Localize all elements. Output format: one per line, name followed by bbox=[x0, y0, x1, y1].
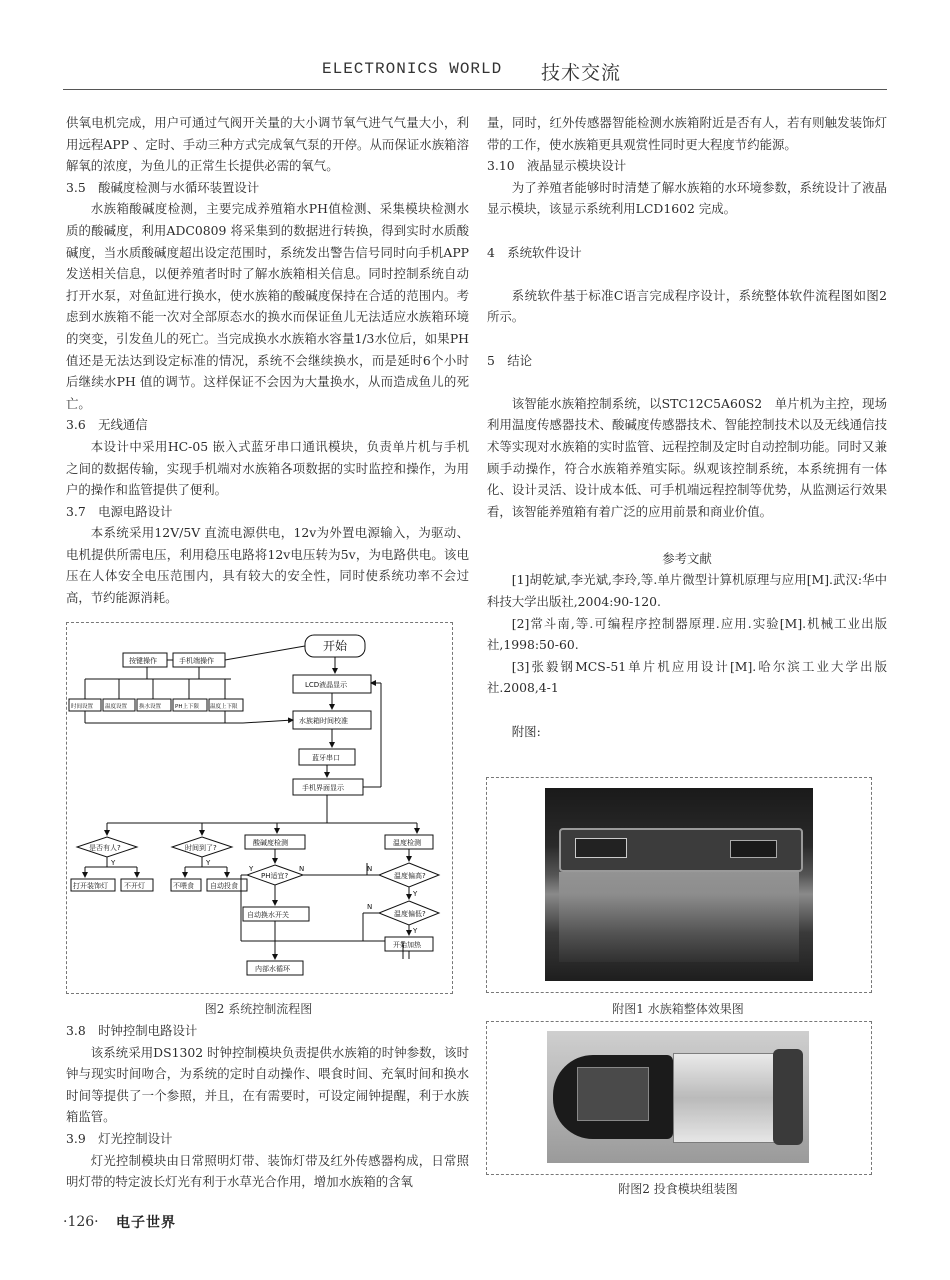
flow-label-y5: Y bbox=[413, 927, 418, 935]
heading-3-8: 3.8 时钟控制电路设计 bbox=[66, 1023, 198, 1038]
paragraph-intro: 供氧电机完成，用户可通过气阀开关量的大小调节氧气进气气量大小，利用远程APP 、定时、手动三种方式完成氧气泵的开停。从而保证水族箱溶解氧的浓度，为鱼儿的正常生长提供必需的氧气。 bbox=[66, 115, 469, 174]
flow-decision-temp-high: 温度偏高? bbox=[394, 872, 426, 880]
appendix-figure-1 bbox=[486, 777, 872, 993]
aquarium-photo bbox=[545, 788, 813, 981]
flow-sub2: 温度设置 bbox=[105, 704, 128, 710]
flow-auto-feed: 自动投食 bbox=[210, 882, 238, 890]
flow-sub4: PH上下限 bbox=[175, 704, 199, 710]
flowchart-svg bbox=[67, 623, 452, 993]
heading-3-7: 3.7 电源电路设计 bbox=[66, 503, 173, 519]
footer-brand: 电子世界 bbox=[116, 1215, 176, 1231]
paragraph-4: 系统软件基于标准C语言完成程序设计，系统整体软件流程图如图2所示。 bbox=[487, 287, 887, 325]
paragraph-3-8: 该系统采用DS1302 时钟控制模块负责提供水族箱的时钟参数，该时钟与现实时间吻合，为系统的定时自动操作、喂食时间、充氧时间和换水时间等提供了一个参照，并且，在有需要时，可设定闹钟提醒，利于水族箱监管。 bbox=[66, 1044, 469, 1125]
flow-temp-detect: 温度检测 bbox=[393, 839, 421, 847]
flow-ph-detect: 酸碱度检测 bbox=[253, 839, 288, 847]
paragraph-3-5: 水族箱酸碱度检测，主要完成养殖箱水PH值检测、采集模块检测水质的酸碱度，利用ADC0809 将采集到的数据进行转换，得到实时水质酸碱度，当水质酸碱度超出设定范围时，系统发出警告信号同时向手机APP 发送相关信息，以便养殖者时时了解水族箱相关信息。同时控制系统自动打开水泵，对鱼缸进行换水，使水族箱的酸碱度保持在合适的范围内。考虑到水族箱不能一次对全部原态水的换水而保证鱼儿无法适应水族箱环境的突变，引发鱼儿的死亡。当完成换水水族箱水容量1/3水位后，如果PH 值还是无法达到设定标准的情况，系统不会继续换水，而是延时6个小时后继续水PH 值的调节。这样保证不会因为大量换水，从而造成鱼儿的死亡。 bbox=[66, 201, 469, 411]
flow-label-y2: Y bbox=[206, 859, 211, 867]
heading-3-9: 3.9 灯光控制设计 bbox=[66, 1130, 173, 1146]
reference-2: [2]常斗南,等.可编程序控制器原理.应用.实验[M].机械工业出版社,1998:50-60. bbox=[487, 615, 887, 653]
flow-bluetooth: 蓝牙串口 bbox=[312, 754, 340, 762]
flow-no-feed: 不喂食 bbox=[173, 882, 194, 890]
flow-key-op: 按键操作 bbox=[129, 657, 157, 665]
paragraph-3-9: 灯光控制模块由日常照明灯带、装饰灯带及红外传感器构成，日常照明灯带的特定波长灯光有利于水草光合作用，增加水族箱的含氧 bbox=[66, 1152, 469, 1190]
flow-clock: 水族箱时间校准 bbox=[299, 717, 348, 725]
left-column-bottom bbox=[66, 1020, 469, 1193]
flow-decision-ph: PH适宜? bbox=[261, 872, 289, 880]
heading-3-6: 3.6 无线通信 bbox=[66, 417, 148, 433]
paragraph-continued: 量，同时，红外传感器智能检测水族箱附近是否有人，若有则触发装饰灯带的工作，使水族箱更具观赏性同时更大程度节约能源。 bbox=[487, 115, 887, 152]
header-journal: ELECTRONICS WORLD bbox=[322, 60, 503, 78]
flow-sub1: 时间设置 bbox=[71, 704, 94, 710]
page-number: ·126· bbox=[63, 1214, 99, 1230]
figure-2-flowchart bbox=[66, 622, 453, 994]
flow-label-n3: N bbox=[367, 903, 373, 911]
flow-label-n2: N bbox=[367, 865, 373, 873]
flow-inner-cycle: 内部水循环 bbox=[255, 965, 290, 973]
left-column-top bbox=[66, 112, 469, 609]
flow-sub5: 温度上下限 bbox=[210, 704, 238, 710]
appendix-figure-2 bbox=[486, 1021, 872, 1175]
flow-start: 开始 bbox=[323, 639, 348, 653]
flow-sub3: 换水设置 bbox=[139, 704, 162, 710]
figure-2-caption: 图2 系统控制流程图 bbox=[204, 1002, 313, 1016]
reference-1: [1]胡乾斌,李光斌,李玲,等.单片微型计算机原理与应用[M].武汉:华中科技大学出版社,2004:90-120. bbox=[487, 572, 887, 610]
flow-heat: 开始加热 bbox=[393, 941, 421, 949]
references-title: 参考文献 bbox=[662, 550, 712, 566]
flow-phone-op: 手机端操作 bbox=[179, 657, 214, 665]
flow-decision-temp-low: 温度偏低? bbox=[394, 910, 426, 918]
heading-5: 5 结论 bbox=[487, 352, 533, 368]
flow-auto-water: 自动换水开关 bbox=[247, 911, 289, 919]
flow-lcd: LCD液晶显示 bbox=[305, 681, 348, 689]
header-column: 技术交流 bbox=[541, 62, 622, 84]
header-rule bbox=[63, 89, 887, 90]
flow-lamp-off: 不开灯 bbox=[124, 882, 145, 890]
flow-label-y3: Y bbox=[249, 865, 254, 873]
heading-3-5: 3.5 酸碱度检测与水循环装置设计 bbox=[66, 179, 260, 195]
appendix-figure-2-caption: 附图2 投食模块组装图 bbox=[618, 1182, 738, 1196]
heading-3-10: 3.10 液晶显示模块设计 bbox=[487, 158, 627, 174]
heading-4: 4 系统软件设计 bbox=[487, 244, 582, 260]
right-column bbox=[487, 112, 887, 742]
feeder-module-photo bbox=[547, 1031, 809, 1163]
paragraph-3-10: 为了养殖者能够时时清楚了解水族箱的水环境参数，系统设计了液晶显示模块，该显示系统利用LCD1602 完成。 bbox=[487, 179, 887, 217]
flow-decision-time: 时间到了? bbox=[185, 844, 217, 852]
flow-label-y1: Y bbox=[111, 859, 116, 867]
flow-label-n1: N bbox=[299, 865, 305, 873]
flow-lamp-on: 打开装饰灯 bbox=[73, 882, 108, 890]
paragraph-5: 该智能水族箱控制系统，以STC12C5A60S2 单片机为主控，现场利用温度传感器技术、酸碱度传感器技术、智能控制技术以及无线通信技术等实现对水族箱的实时监管、远程控制及定时自动控制功能。同时又兼顾手动操作，符合水族箱养殖实际。纵观该控制系统，本系统拥有一体化、设计灵活、设计成本低、可手机端远程控制等优势，从监测运行效果看，该智能养殖箱有着广泛的应用前景和商业价值。 bbox=[487, 395, 887, 519]
flow-decision-person: 是否有人? bbox=[89, 844, 121, 852]
paragraph-3-6: 本设计中采用HC-05 嵌入式蓝牙串口通讯模块，负责单片机与手机之间的数据传输，实现手机端对水族箱各项数据的实时监控和操作，为用户的操作和监管提供了便利。 bbox=[66, 438, 469, 498]
paragraph-3-7: 本系统采用12V/5V 直流电源供电，12v为外置电源输入，为驱动、电机提供所需电压，利用稳压电路将12v电压转为5v，为电路供电。该电压在人体安全电压范围内，具有较大的安全性，同时使系统功率不会过高，节约能源消耗。 bbox=[66, 525, 469, 606]
reference-3: [3]张毅钢MCS-51单片机应用设计[M].哈尔滨工业大学出版社.2008,4-1 bbox=[487, 658, 887, 696]
flow-phone-display: 手机界面显示 bbox=[302, 784, 344, 792]
flow-label-y4: Y bbox=[413, 890, 418, 898]
appendix-label: 附图: bbox=[511, 723, 541, 739]
appendix-figure-1-caption: 附图1 水族箱整体效果图 bbox=[612, 1002, 744, 1016]
